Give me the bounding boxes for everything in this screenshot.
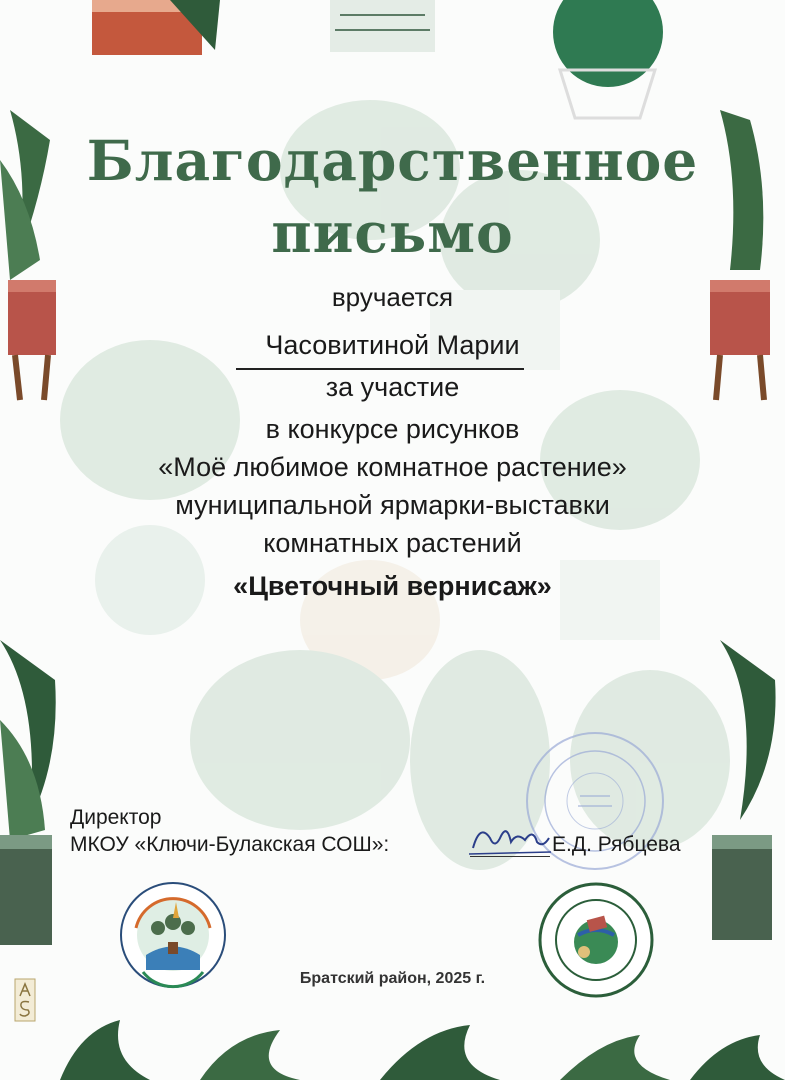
- signature-name: Е.Д. Рябцева: [552, 833, 681, 856]
- awarded-text: вручается: [331, 282, 454, 312]
- recipient-name: Часовитиной Марии: [265, 330, 520, 360]
- handwritten-signature-icon: [465, 818, 555, 860]
- signature-line: [470, 856, 550, 857]
- recipient-underline: [236, 368, 524, 370]
- body-line: муниципальной ярмарки-выставки: [175, 490, 610, 520]
- body-line: за участие: [325, 372, 460, 402]
- body-line: в конкурсе рисунков: [265, 414, 520, 444]
- signature-position: Директор: [70, 806, 162, 829]
- certificate-title-line1: Благодарственное: [86, 128, 699, 193]
- footer-place-year: Братский район, 2025 г.: [299, 970, 486, 987]
- signature-organization: МКОУ «Ключи-Булакская СОШ»:: [70, 833, 390, 856]
- certificate-title-line2: письмо: [271, 200, 514, 265]
- as-watermark-icon: [14, 978, 36, 1022]
- body-line: «Моё любимое комнатное растение»: [158, 452, 627, 482]
- body-line: комнатных растений: [263, 528, 522, 558]
- event-name: «Цветочный вернисаж»: [233, 571, 552, 601]
